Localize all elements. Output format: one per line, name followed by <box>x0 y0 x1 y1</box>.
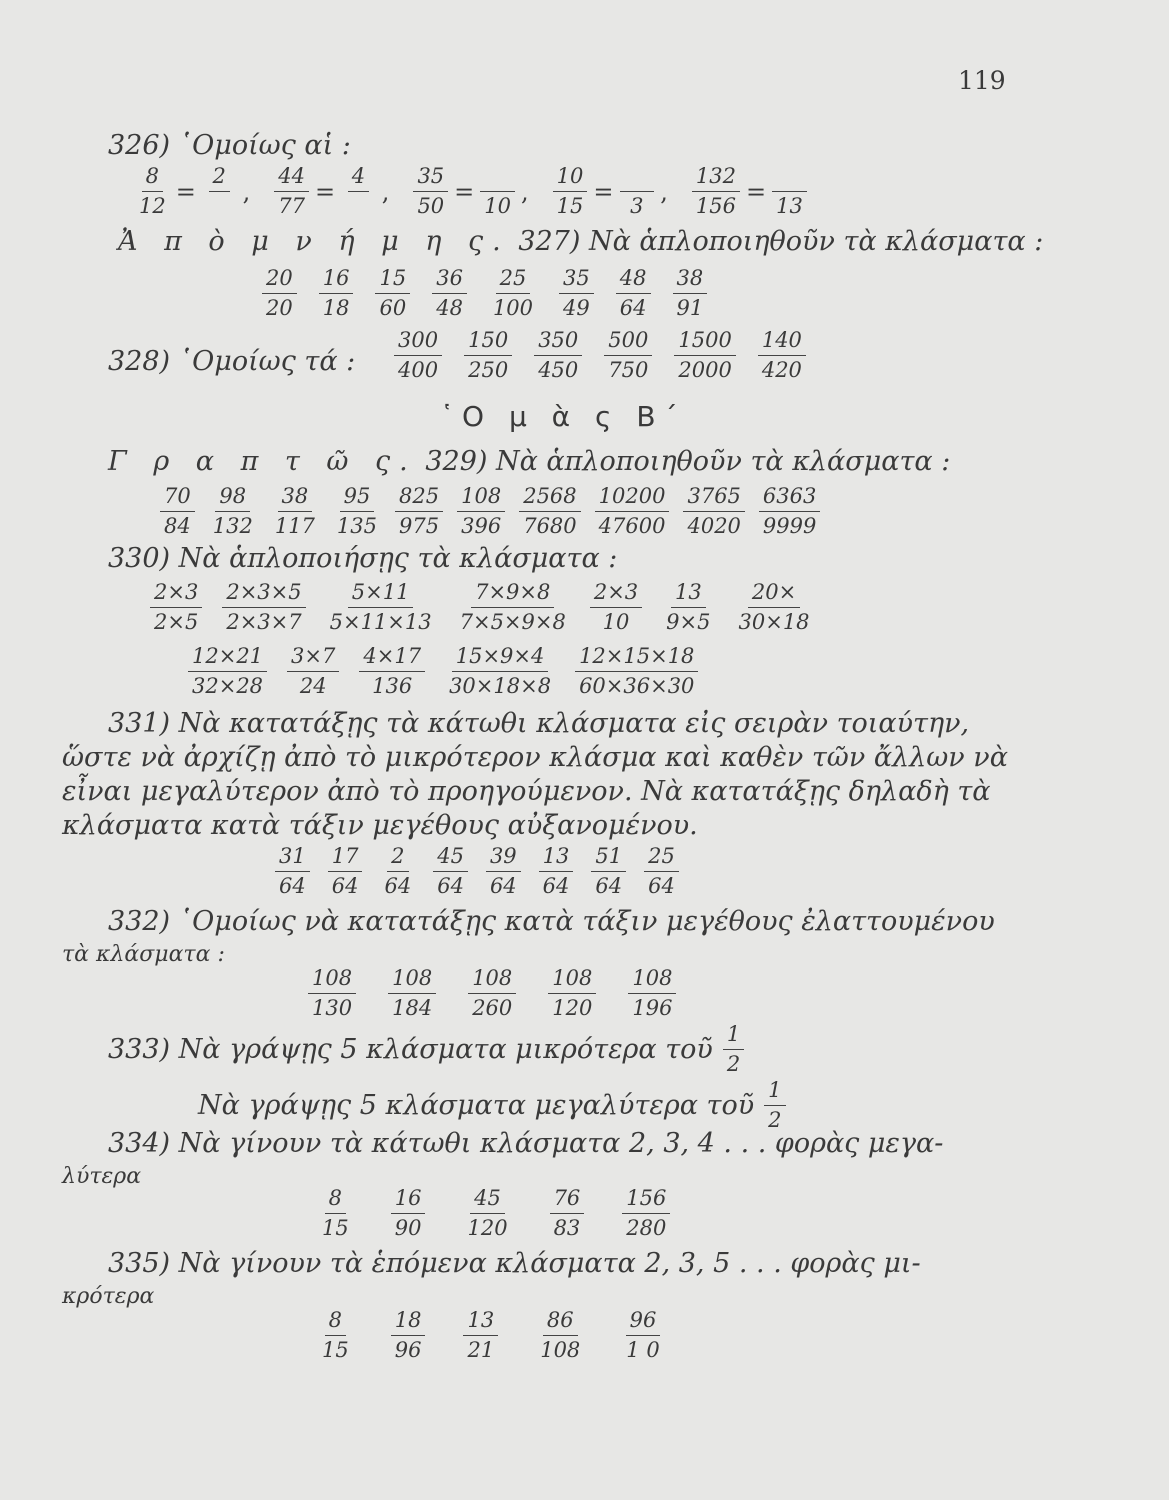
fraction <box>391 1188 426 1239</box>
fraction <box>534 330 582 381</box>
fraction <box>160 486 195 537</box>
denominator: 130 <box>312 996 353 1020</box>
denominator: 100 <box>492 296 534 320</box>
numerator: 96 <box>626 1310 661 1336</box>
denominator: 2 <box>768 1108 782 1132</box>
fraction <box>456 582 570 633</box>
fraction <box>772 166 807 217</box>
ex330-fractions-row1 <box>150 582 814 633</box>
numerator: 108 <box>308 968 356 994</box>
fraction <box>519 486 580 537</box>
fraction <box>463 1310 498 1361</box>
ex326-equalities <box>135 166 807 217</box>
denominator: 24 <box>299 674 327 698</box>
section-b-label: Γ ρ α π τ ῶ ς. <box>108 446 417 477</box>
fraction <box>380 846 415 897</box>
denominator: 64 <box>384 874 412 898</box>
fraction <box>433 846 468 897</box>
numerator: 8 <box>325 1188 346 1214</box>
numerator: 132 <box>692 166 740 192</box>
numerator: 25 <box>644 846 679 872</box>
numerator: 350 <box>534 330 582 356</box>
denominator: 21 <box>467 1338 495 1362</box>
numerator: 76 <box>550 1188 585 1214</box>
numerator: 35 <box>413 166 448 192</box>
numerator: 31 <box>275 846 310 872</box>
equals-sign: = <box>745 177 767 206</box>
fraction <box>464 330 512 381</box>
fraction <box>662 582 714 633</box>
numerator: 10200 <box>595 486 670 512</box>
denominator: 2000 <box>678 358 732 382</box>
denominator: 90 <box>394 1216 422 1240</box>
denominator: 30×18 <box>738 610 810 634</box>
numerator: 17 <box>328 846 363 872</box>
fraction <box>318 1310 353 1361</box>
fraction <box>595 486 670 537</box>
denominator: 64 <box>331 874 359 898</box>
ex327-fractions <box>262 268 707 319</box>
fraction <box>319 268 354 319</box>
denominator: 15 <box>322 1338 349 1362</box>
fraction <box>463 1188 511 1239</box>
fraction <box>723 1024 744 1075</box>
denominator: 9×5 <box>666 610 711 634</box>
denominator: 260 <box>472 996 513 1020</box>
denominator: 196 <box>632 996 673 1020</box>
numerator: 6363 <box>759 486 820 512</box>
numerator: 8 <box>142 166 163 192</box>
numerator <box>620 166 655 192</box>
fraction <box>333 486 381 537</box>
denominator: 117 <box>274 514 315 538</box>
fraction <box>188 646 267 697</box>
numerator: 12×21 <box>188 646 267 672</box>
ex328-fractions <box>394 330 806 381</box>
equals-sign: = <box>593 177 614 206</box>
denominator: 3 <box>630 194 644 218</box>
denominator: 18 <box>322 296 350 320</box>
numerator: 2 <box>387 846 408 872</box>
denominator: 2×5 <box>154 610 199 634</box>
denominator: 60×36×30 <box>579 674 695 698</box>
denominator: 10 <box>484 194 512 218</box>
ex327-label: 327) Νὰ ἁπλοποιηθοῦν τὰ κλάσματα : <box>518 226 1044 257</box>
fraction <box>550 1188 585 1239</box>
denominator: 1 0 <box>626 1338 660 1362</box>
fraction <box>559 268 594 319</box>
ex330-fractions-row2 <box>188 646 698 697</box>
page-number: 119 <box>958 66 1006 95</box>
fraction <box>622 1310 663 1361</box>
fraction <box>326 582 436 633</box>
numerator: 108 <box>457 486 505 512</box>
fraction <box>735 582 814 633</box>
denominator: 2 <box>726 1052 741 1076</box>
denominator: 96 <box>394 1338 422 1362</box>
numerator: 2×3 <box>590 582 642 608</box>
numerator: 20× <box>748 582 800 608</box>
group-heading: ῾Ο μ ὰ ς Β΄ <box>440 400 686 433</box>
fraction <box>604 330 652 381</box>
numerator: 70 <box>160 486 195 512</box>
numerator: 13 <box>463 1310 498 1336</box>
numerator: 45 <box>470 1188 505 1214</box>
denominator: 49 <box>563 296 590 320</box>
ex331-fractions <box>275 846 679 897</box>
numerator: 13 <box>539 846 574 872</box>
fraction <box>486 846 521 897</box>
fraction <box>575 646 698 697</box>
fraction <box>489 268 537 319</box>
numerator: 1 <box>723 1024 744 1050</box>
fraction <box>209 486 257 537</box>
fraction <box>759 486 820 537</box>
numerator: 38 <box>673 268 708 294</box>
denominator: 20 <box>266 296 293 320</box>
ex334-fractions <box>318 1188 670 1239</box>
denominator: 450 <box>538 358 579 382</box>
fraction <box>202 166 237 217</box>
numerator: 13 <box>671 582 706 608</box>
numerator: 44 <box>274 166 309 192</box>
fraction <box>764 1080 785 1131</box>
fraction <box>275 846 310 897</box>
ex333-text-2: Νὰ γράψῃς 5 κλάσματα μεγαλύτερα τοῦ <box>198 1090 755 1121</box>
numerator: 8 <box>325 1310 346 1336</box>
denominator: 400 <box>398 358 439 382</box>
denominator: 77 <box>278 194 305 218</box>
numerator: 2×3 <box>150 582 202 608</box>
fraction <box>388 968 436 1019</box>
denominator: 30×18×8 <box>449 674 552 698</box>
fraction <box>683 486 744 537</box>
denominator: 64 <box>619 296 647 320</box>
denominator: 9999 <box>762 514 817 538</box>
denominator: 156 <box>695 194 736 218</box>
comma: , <box>660 177 668 206</box>
fraction <box>222 582 305 633</box>
denominator: 120 <box>552 996 593 1020</box>
numerator: 1500 <box>674 330 735 356</box>
numerator: 2×3×5 <box>222 582 305 608</box>
denominator: 15 <box>556 194 584 218</box>
numerator: 98 <box>215 486 250 512</box>
numerator: 35 <box>559 268 594 294</box>
numerator: 108 <box>468 968 516 994</box>
fraction <box>480 166 515 217</box>
numerator: 45 <box>433 846 468 872</box>
fraction <box>553 166 588 217</box>
denominator: 60 <box>379 296 407 320</box>
fraction <box>274 166 309 217</box>
numerator: 38 <box>278 486 313 512</box>
numerator: 108 <box>628 968 676 994</box>
denominator: 32×28 <box>192 674 264 698</box>
comma: , <box>521 177 529 206</box>
denominator: 120 <box>467 1216 508 1240</box>
comma: , <box>242 177 251 206</box>
ex335-line-2: κρότερα <box>62 1284 155 1309</box>
denominator: 84 <box>164 514 191 538</box>
section-a-label: Ἀ π ὸ μ ν ή μ η ς. <box>118 226 510 257</box>
denominator: 47600 <box>598 514 666 538</box>
fraction <box>758 330 806 381</box>
denominator: 396 <box>461 514 502 538</box>
numerator: 3×7 <box>287 646 339 672</box>
denominator: 64 <box>648 874 675 898</box>
numerator: 4×17 <box>359 646 425 672</box>
ex332-line-1: 332) ῾Ομοίως νὰ κατατάξῃς κατὰ τάξιν μεγέθους ἐλαττουμένου <box>108 906 995 937</box>
denominator: 15 <box>322 1216 349 1240</box>
fraction <box>548 968 596 1019</box>
fraction <box>590 582 642 633</box>
ex329-fractions <box>160 486 820 537</box>
numerator: 10 <box>553 166 588 192</box>
fraction <box>457 486 505 537</box>
ex331-line-3: εἶναι μεγαλύτερον ἀπὸ τὸ προηγούμενον. Νὰ κατατάξῃς δηλαδὴ τὰ <box>62 776 991 807</box>
denominator: 64 <box>542 874 570 898</box>
ex328-label: 328) ῾Ομοίως τά : <box>108 346 356 377</box>
denominator: 48 <box>436 296 463 320</box>
numerator: 15 <box>375 268 410 294</box>
ex335-fractions <box>318 1310 664 1361</box>
denominator: 12 <box>139 194 166 218</box>
fraction <box>445 646 555 697</box>
fraction <box>432 268 467 319</box>
equals-sign: = <box>314 177 336 206</box>
denominator: 280 <box>626 1216 667 1240</box>
denominator: 184 <box>392 996 433 1020</box>
fraction <box>622 1188 670 1239</box>
numerator: 1 <box>764 1080 785 1106</box>
numerator: 3765 <box>683 486 744 512</box>
denominator: 2×3×7 <box>226 610 302 634</box>
denominator: 91 <box>676 296 704 320</box>
denominator: 132 <box>212 514 253 538</box>
ex333-text-1: 333) Νὰ γράψῃς 5 κλάσματα μικρότερα τοῦ <box>108 1034 713 1065</box>
fraction <box>591 846 626 897</box>
numerator: 18 <box>391 1310 426 1336</box>
ex334-line-1: 334) Νὰ γίνουν τὰ κάτωθι κλάσματα 2, 3, 4 . . . φορὰς μεγα- <box>108 1128 944 1159</box>
ex332-fractions <box>308 968 676 1019</box>
ex335-line-1: 335) Νὰ γίνουν τὰ ἑπόμενα κλάσματα 2, 3, 5 . . . φορὰς μι- <box>108 1248 921 1279</box>
ex331-line-1: 331) Νὰ κατατάξῃς τὰ κάτωθι κλάσματα εἰς σειρὰν τοιαύτην, <box>108 708 970 739</box>
numerator: 140 <box>758 330 806 356</box>
denominator: 13 <box>776 194 803 218</box>
numerator: 20 <box>262 268 297 294</box>
numerator: 108 <box>548 968 596 994</box>
denominator: 10 <box>602 610 630 634</box>
numerator: 25 <box>496 268 531 294</box>
denominator: 4020 <box>687 514 741 538</box>
fraction <box>616 268 651 319</box>
fraction <box>318 1188 353 1239</box>
denominator: 136 <box>372 674 413 698</box>
numerator: 300 <box>394 330 442 356</box>
numerator: 500 <box>604 330 652 356</box>
numerator: 48 <box>616 268 651 294</box>
numerator: 16 <box>319 268 354 294</box>
denominator <box>341 192 376 217</box>
numerator: 150 <box>464 330 512 356</box>
ex333-line-2 <box>198 1080 786 1131</box>
fraction <box>394 330 442 381</box>
denominator: 420 <box>761 358 802 382</box>
ex332-line-2: τὰ κλάσματα : <box>62 942 225 967</box>
fraction <box>536 1310 584 1361</box>
numerator: 86 <box>543 1310 578 1336</box>
fraction <box>395 486 443 537</box>
fraction <box>328 846 363 897</box>
numerator: 15×9×4 <box>452 646 549 672</box>
denominator: 7680 <box>523 514 577 538</box>
ex331-line-2: ὥστε νὰ ἀρχίζῃ ἀπὸ τὸ μικρότερον κλάσμα καὶ καθὲν τῶν ἄλλων νὰ <box>62 742 1008 773</box>
fraction <box>271 486 319 537</box>
fraction <box>692 166 740 217</box>
ex329-line <box>108 446 950 477</box>
numerator: 5×11 <box>348 582 414 608</box>
denominator: 64 <box>489 874 517 898</box>
ex326-label: 326) ῾Ομοίως αἱ : <box>108 130 351 161</box>
denominator: 135 <box>336 514 378 538</box>
denominator <box>202 192 237 217</box>
denominator: 7×5×9×8 <box>459 610 566 634</box>
numerator: 156 <box>622 1188 670 1214</box>
fraction <box>287 646 339 697</box>
fraction <box>674 330 735 381</box>
fraction <box>359 646 425 697</box>
numerator: 36 <box>432 268 467 294</box>
fraction <box>673 268 708 319</box>
numerator: 95 <box>340 486 375 512</box>
ex331-line-4: κλάσματα κατὰ τάξιν μεγέθους αὐξανομένου. <box>62 810 698 841</box>
ex330-label: 330) Νὰ ἁπλοποιήσῃς τὰ κλάσματα : <box>108 543 618 574</box>
numerator: 108 <box>388 968 436 994</box>
fraction <box>150 582 202 633</box>
denominator: 64 <box>595 874 623 898</box>
comma: , <box>381 177 390 206</box>
fraction <box>539 846 574 897</box>
fraction <box>413 166 448 217</box>
fraction <box>391 1310 426 1361</box>
numerator: 2568 <box>519 486 580 512</box>
denominator: 5×11×13 <box>329 610 432 634</box>
numerator: 12×15×18 <box>575 646 698 672</box>
fraction <box>262 268 297 319</box>
fraction <box>468 968 516 1019</box>
fraction <box>628 968 676 1019</box>
numerator: 39 <box>486 846 521 872</box>
fraction <box>308 968 356 1019</box>
numerator: 16 <box>391 1188 426 1214</box>
denominator: 108 <box>540 1338 581 1362</box>
numerator: 51 <box>591 846 626 872</box>
fraction <box>341 166 376 217</box>
numerator: 7×9×8 <box>471 582 554 608</box>
denominator: 64 <box>279 874 306 898</box>
fraction <box>375 268 410 319</box>
denominator: 50 <box>417 194 445 218</box>
numerator: 825 <box>395 486 443 512</box>
numerator <box>480 166 515 192</box>
ex334-line-2: λύτερα <box>62 1164 142 1189</box>
equals-sign: = <box>454 177 475 206</box>
numerator <box>772 166 807 192</box>
fraction <box>620 166 655 217</box>
equals-sign: = <box>175 177 196 206</box>
ex327-line <box>118 226 1043 257</box>
ex329-label: 329) Νὰ ἁπλοποιηθοῦν τὰ κλάσματα : <box>425 446 951 477</box>
denominator: 250 <box>468 358 509 382</box>
numerator: 2 <box>209 166 230 192</box>
denominator: 975 <box>399 514 440 538</box>
denominator: 750 <box>608 358 649 382</box>
ex333-line-1 <box>108 1024 744 1075</box>
fraction <box>135 166 170 217</box>
fraction <box>644 846 679 897</box>
denominator: 64 <box>437 874 464 898</box>
denominator: 83 <box>553 1216 581 1240</box>
numerator: 4 <box>348 166 369 192</box>
